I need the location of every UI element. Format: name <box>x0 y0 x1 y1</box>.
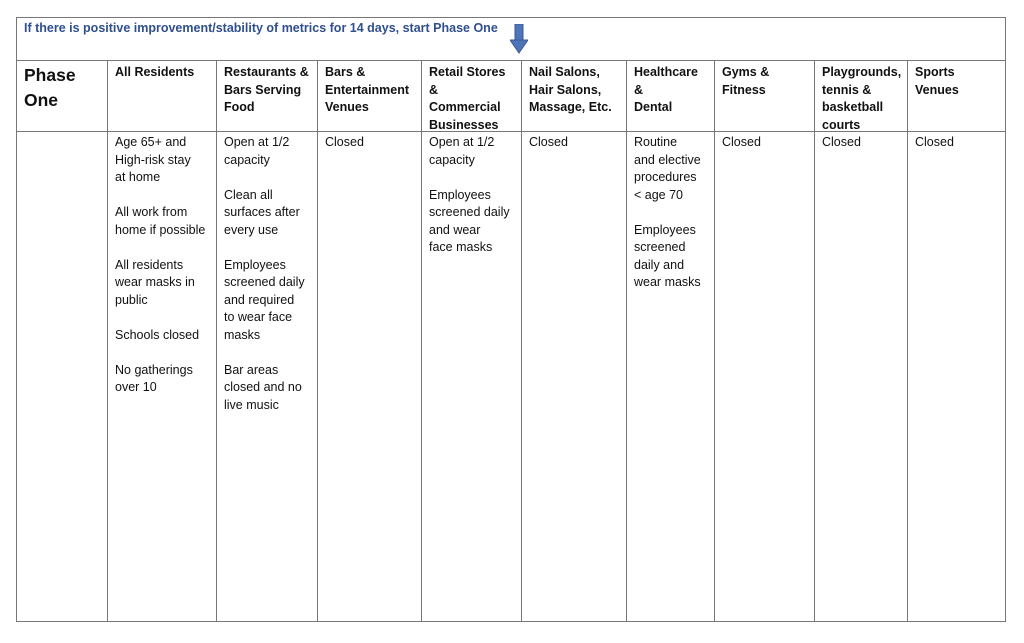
column-cell: Closed <box>722 135 761 149</box>
phase-banner <box>17 18 1005 61</box>
column-all-residents <box>108 61 217 621</box>
column-header: Retail Stores & Commercial Businesses <box>422 61 521 132</box>
column-gyms <box>715 61 815 621</box>
column-cell: Routine and elective procedures < age 70 Employees screened daily and wear masks <box>634 135 701 289</box>
column-salons <box>522 61 627 621</box>
column-restaurants <box>217 61 318 621</box>
column-cell: Closed <box>915 135 954 149</box>
column-header: All Residents <box>108 61 216 132</box>
column-playgrounds <box>815 61 908 621</box>
column-bars <box>318 61 422 621</box>
column-cell: Age 65+ and High-risk stay at home All work from home if possible All residents wear masks in public Schools closed No gatherings over 10 <box>115 135 206 394</box>
phase-label: Phase One <box>17 61 107 132</box>
arrow-down-icon <box>510 24 528 54</box>
column-cell: Open at 1/2 capacity Clean all surfaces after every use Employees screened daily and required to wear face masks Bar areas closed and no live music <box>224 135 305 412</box>
column-sports <box>908 61 1005 621</box>
phase-column <box>17 61 108 621</box>
column-header: Restaurants & Bars Serving Food <box>217 61 317 132</box>
banner-text: If there is positive improvement/stability of metrics for 14 days, start Phase One <box>24 21 498 35</box>
column-cell: Closed <box>529 135 568 149</box>
column-healthcare <box>627 61 715 621</box>
column-cell: Closed <box>325 135 364 149</box>
column-cell: Open at 1/2 capacity Employees screened daily and wear face masks <box>429 135 510 254</box>
column-header: Bars & Entertainment Venues <box>318 61 421 132</box>
column-header: Gyms & Fitness <box>715 61 814 132</box>
column-cell: Closed <box>822 135 861 149</box>
column-header: Healthcare & Dental <box>627 61 714 132</box>
table-grid <box>17 61 1005 621</box>
phase-one-table <box>16 17 1006 622</box>
column-retail <box>422 61 522 621</box>
column-header: Nail Salons, Hair Salons, Massage, Etc. <box>522 61 626 132</box>
column-header: Sports Venues <box>908 61 1005 132</box>
column-header: Playgrounds, tennis & basketball courts <box>815 61 907 132</box>
